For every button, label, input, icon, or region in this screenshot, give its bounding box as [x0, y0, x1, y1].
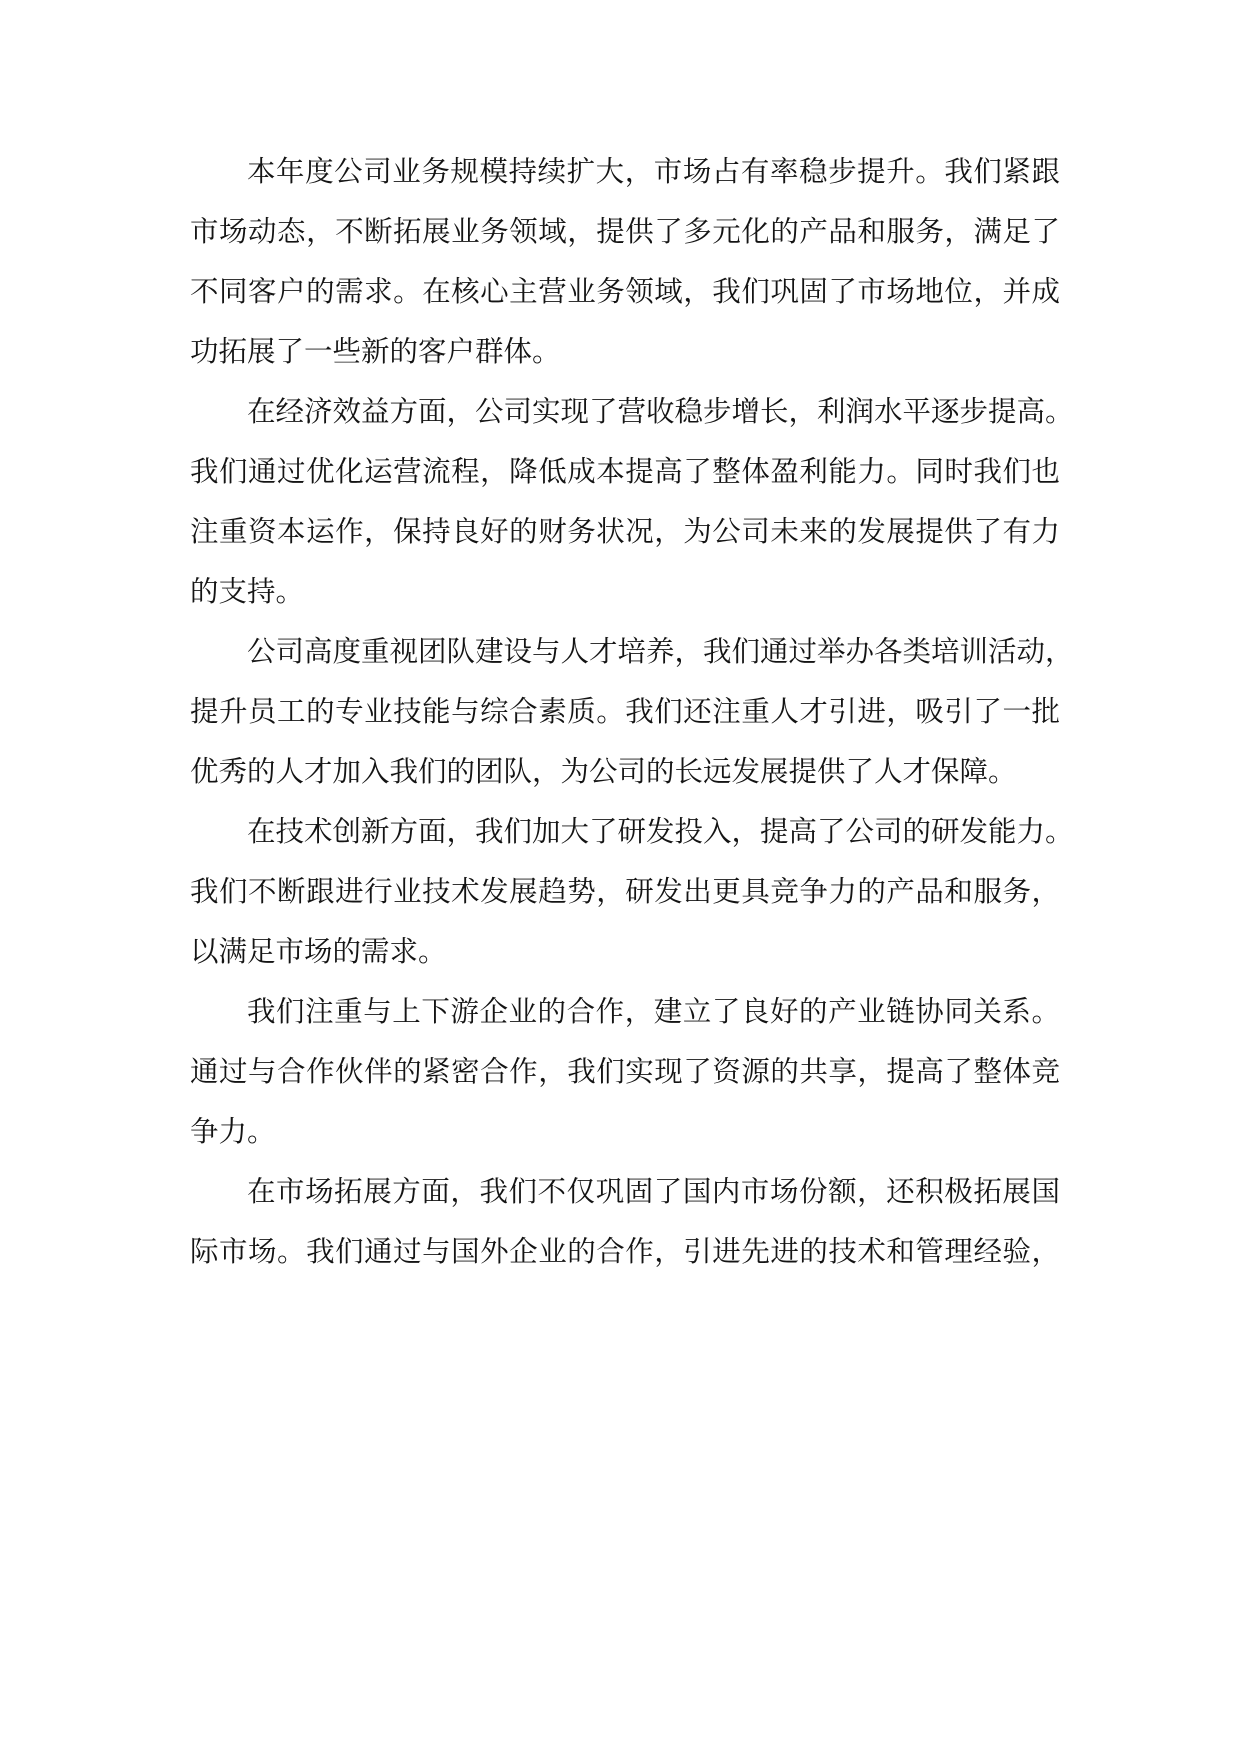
paragraph-line: 争力。 — [190, 1115, 276, 1148]
paragraph-technology-innovation — [190, 802, 1074, 982]
paragraph-industry-cooperation — [190, 982, 1060, 1162]
paragraph-line: 际市场。我们通过与国外企业的合作，引进先进的技术和管理经验， — [190, 1235, 1060, 1268]
paragraph-line: 我们注重与上下游企业的合作，建立了良好的产业链协同关系。 — [247, 995, 1060, 1028]
paragraph-line: 不同客户的需求。在核心主营业务领域，我们巩固了市场地位，并成 — [190, 275, 1060, 308]
paragraph-line: 以满足市场的需求。 — [190, 935, 447, 968]
paragraph-line: 我们不断跟进行业技术发展趋势，研发出更具竞争力的产品和服务， — [190, 875, 1060, 908]
paragraph-line: 在市场拓展方面，我们不仅巩固了国内市场份额，还积极拓展国 — [247, 1175, 1060, 1208]
paragraph-economic-benefits — [190, 382, 1074, 622]
paragraph-market-expansion — [190, 1162, 1060, 1282]
paragraph-line: 注重资本运作，保持良好的财务状况，为公司未来的发展提供了有力 — [190, 515, 1060, 548]
paragraph-line: 提升员工的专业技能与综合素质。我们还注重人才引进，吸引了一批 — [190, 695, 1060, 728]
paragraph-line: 优秀的人才加入我们的团队，为公司的长远发展提供了人才保障。 — [190, 755, 1017, 788]
paragraph-line: 本年度公司业务规模持续扩大，市场占有率稳步提升。我们紧跟 — [247, 155, 1060, 188]
paragraph-line: 功拓展了一些新的客户群体。 — [190, 335, 561, 368]
paragraph-line: 在技术创新方面，我们加大了研发投入，提高了公司的研发能力。 — [247, 815, 1074, 848]
paragraph-line: 我们通过优化运营流程，降低成本提高了整体盈利能力。同时我们也 — [190, 455, 1060, 488]
paragraph-line: 公司高度重视团队建设与人才培养，我们通过举办各类培训活动， — [247, 635, 1074, 668]
paragraph-line: 通过与合作伙伴的紧密合作，我们实现了资源的共享，提高了整体竞 — [190, 1055, 1060, 1088]
paragraph-line: 在经济效益方面，公司实现了营收稳步增长，利润水平逐步提高。 — [247, 395, 1074, 428]
paragraph-business-scale — [190, 142, 1060, 382]
paragraph-team-building — [190, 622, 1074, 802]
document-body — [190, 142, 1074, 1282]
paragraph-line: 市场动态，不断拓展业务领域，提供了多元化的产品和服务，满足了 — [190, 215, 1060, 248]
paragraph-line: 的支持。 — [190, 575, 305, 608]
